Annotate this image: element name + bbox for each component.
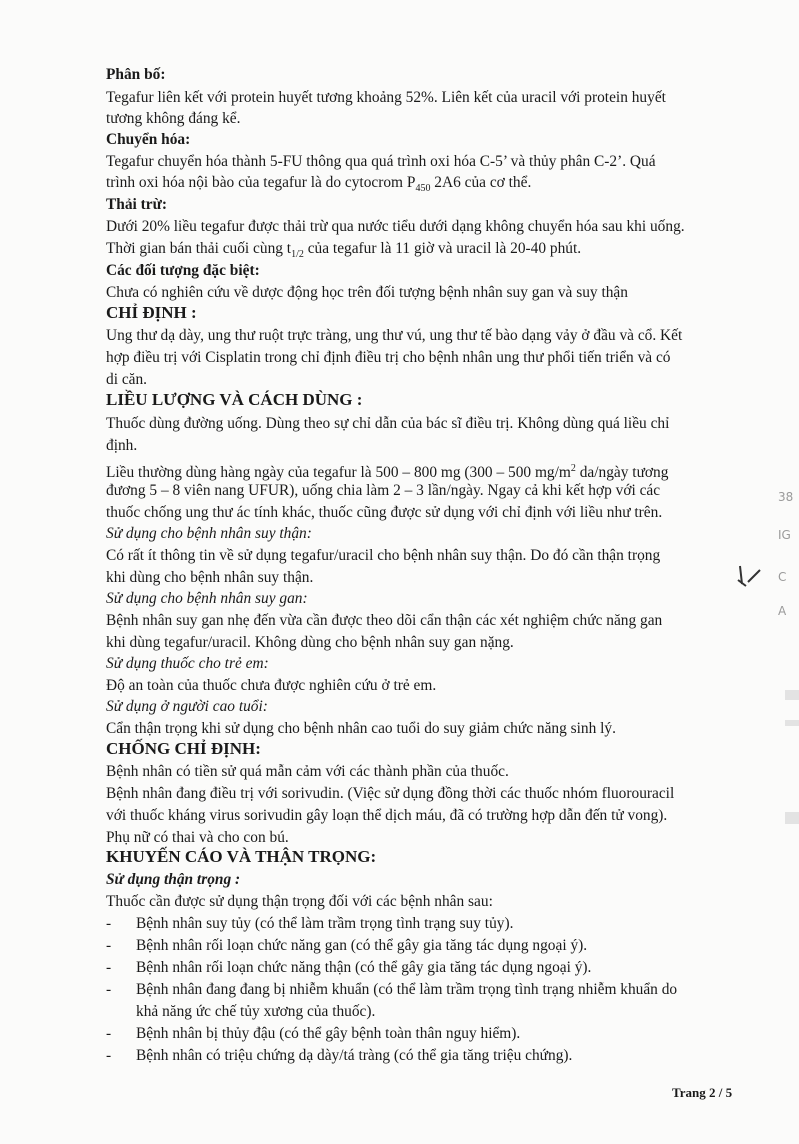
- paragraph-line: tương không đáng kể.: [106, 110, 241, 127]
- paragraph-line: hợp điều trị với Cisplatin trong chỉ định điều trị cho bệnh nhân ung thư phổi tiến triển và có: [106, 349, 671, 366]
- paragraph-line: Bệnh nhân suy gan nhẹ đến vừa cần được theo dõi cẩn thận các xét nghiệm chức năng gan: [106, 612, 663, 629]
- section-title-lieu-luong: LIỀU LƯỢNG VÀ CÁCH DÙNG :: [106, 390, 363, 409]
- paragraph-line: trình oxi hóa nội bào của tegafur là do cytocrom $P_{450}$ 2A6 của cơ thể.: [106, 174, 532, 195]
- edge-artifact: C: [778, 570, 787, 584]
- paragraph-line: Chưa có nghiên cứu về dược động học trên đối tượng bệnh nhân suy gan và suy thận: [106, 284, 628, 301]
- subheading-suy-than: Sử dụng cho bệnh nhân suy thận:: [106, 525, 312, 542]
- paragraph-line: khi dùng cho bệnh nhân suy thận.: [106, 569, 314, 586]
- section-title-chong-chi-dinh: CHỐNG CHỈ ĐỊNH:: [106, 739, 261, 758]
- paragraph-line: Thuốc dùng đường uống. Dùng theo sự chỉ dẫn của bác sĩ điều trị. Không dùng quá liều chỉ: [106, 415, 670, 432]
- list-item: Bệnh nhân có triệu chứng dạ dày/tá tràng (có thể gia tăng triệu chứng).: [136, 1047, 573, 1064]
- subheading-than-trong: Sử dụng thận trọng :: [106, 871, 241, 888]
- subheading-tre-em: Sử dụng thuốc cho trẻ em:: [106, 655, 269, 672]
- paragraph-line: Độ an toàn của thuốc chưa được nghiên cứu ở trẻ em.: [106, 677, 437, 694]
- heading-chuyen-hoa: Chuyển hóa:: [106, 131, 191, 148]
- list-dash: -: [106, 915, 112, 932]
- paragraph-line: Ung thư dạ dày, ung thư ruột trực tràng, ung thư vú, ung thư tế bào dạng vảy ở đầu và cổ. Kết: [106, 327, 683, 344]
- paragraph-line: Phụ nữ có thai và cho con bú.: [106, 829, 289, 846]
- paragraph-line: khi dùng tegafur/uracil. Không dùng cho bệnh nhân suy gan nặng.: [106, 634, 514, 651]
- edge-smudge: [785, 812, 799, 824]
- list-item: Bệnh nhân rối loạn chức năng thận (có thể gây gia tăng tác dụng ngoại ý).: [136, 959, 592, 976]
- subheading-suy-gan: Sử dụng cho bệnh nhân suy gan:: [106, 590, 308, 607]
- page-number: Trang 2 / 5: [672, 1085, 733, 1100]
- section-title-khuyen-cao: KHUYẾN CÁO VÀ THẬN TRỌNG:: [106, 847, 377, 866]
- paragraph-line: Thuốc cần được sử dụng thận trọng đối với các bệnh nhân sau:: [106, 893, 493, 910]
- heading-phan-bo: Phân bố:: [106, 66, 166, 83]
- edge-artifact: 38: [778, 490, 794, 504]
- paragraph-line: di căn.: [106, 371, 148, 388]
- section-title-chi-dinh: CHỈ ĐỊNH :: [106, 303, 197, 322]
- heading-doi-tuong-dac-biet: Các đối tượng đặc biệt:: [106, 262, 260, 279]
- list-item: Bệnh nhân bị thủy đậu (có thể gây bệnh toàn thân nguy hiểm).: [136, 1025, 521, 1042]
- list-dash: -: [106, 1047, 112, 1064]
- list-dash: -: [106, 937, 112, 954]
- subheading-cao-tuoi: Sử dụng ở người cao tuổi:: [106, 698, 268, 715]
- list-item-continuation: khả năng ức chế tủy xương của thuốc).: [136, 1003, 376, 1020]
- list-dash: -: [106, 981, 112, 998]
- paragraph-line: đương 5 – 8 viên nang UFUR), uống chia làm 2 – 3 lần/ngày. Ngay cả khi kết hợp với các: [106, 482, 661, 499]
- list-item: Bệnh nhân đang đang bị nhiễm khuẩn (có thể làm trầm trọng tình trạng nhiễm khuẩn do: [136, 981, 678, 998]
- paragraph-line: Tegafur chuyển hóa thành 5-FU thông qua quá trình oxi hóa C-5’ và thủy phân C-2’. Quá: [106, 153, 656, 170]
- heading-thai-tru: Thải trừ:: [106, 196, 167, 213]
- paragraph-line: thuốc chống ung thư ác tính khác, thuốc cũng được sử dụng với chỉ định với liều như trên.: [106, 504, 663, 521]
- paragraph-line: Thời gian bán thải cuối cùng $t_{1/2}$ của tegafur là 11 giờ và uracil là 20-40 phút.: [106, 240, 582, 261]
- paragraph-line: Bệnh nhân có tiền sử quá mẫn cảm với các thành phần của thuốc.: [106, 763, 509, 780]
- list-dash: -: [106, 959, 112, 976]
- paragraph-line: Tegafur liên kết với protein huyết tương khoảng 52%. Liên kết của uracil với protein huyết: [106, 89, 666, 106]
- edge-artifact: IG: [778, 528, 791, 542]
- paragraph-line: Có rất ít thông tin về sử dụng tegafur/uracil cho bệnh nhân suy thận. Do đó cần thận trọng: [106, 547, 661, 564]
- paragraph-line: định.: [106, 437, 138, 454]
- edge-artifact: A: [778, 604, 787, 618]
- edge-smudge: [785, 690, 799, 700]
- paragraph-line: Liều thường dùng hàng ngày của tegafur là 500 – 800 mg (300 – 500 $mg/m^2$ da/ngày tương: [106, 463, 669, 482]
- list-item: Bệnh nhân rối loạn chức năng gan (có thể gây gia tăng tác dụng ngoại ý).: [136, 937, 588, 954]
- list-item: Bệnh nhân suy tủy (có thể làm trầm trọng tình trạng suy tủy).: [136, 915, 514, 932]
- paragraph-line: Cẩn thận trọng khi sử dụng cho bệnh nhân cao tuổi do suy giảm chức năng sinh lý.: [106, 720, 616, 737]
- list-dash: -: [106, 1025, 112, 1042]
- paragraph-line: Dưới 20% liều tegafur được thải trừ qua nước tiểu dưới dạng không chuyển hóa sau khi uống.: [106, 218, 685, 235]
- paragraph-line: với thuốc kháng virus sorivudin gây loạn thể dịch máu, đã có trường hợp dẫn đến tử vong).: [106, 807, 668, 824]
- paragraph-line: Bệnh nhân đang điều trị với sorivudin. (Việc sử dụng đồng thời các thuốc nhóm fluorouracil: [106, 785, 675, 802]
- signature-mark: [734, 562, 764, 592]
- edge-smudge: [785, 720, 799, 726]
